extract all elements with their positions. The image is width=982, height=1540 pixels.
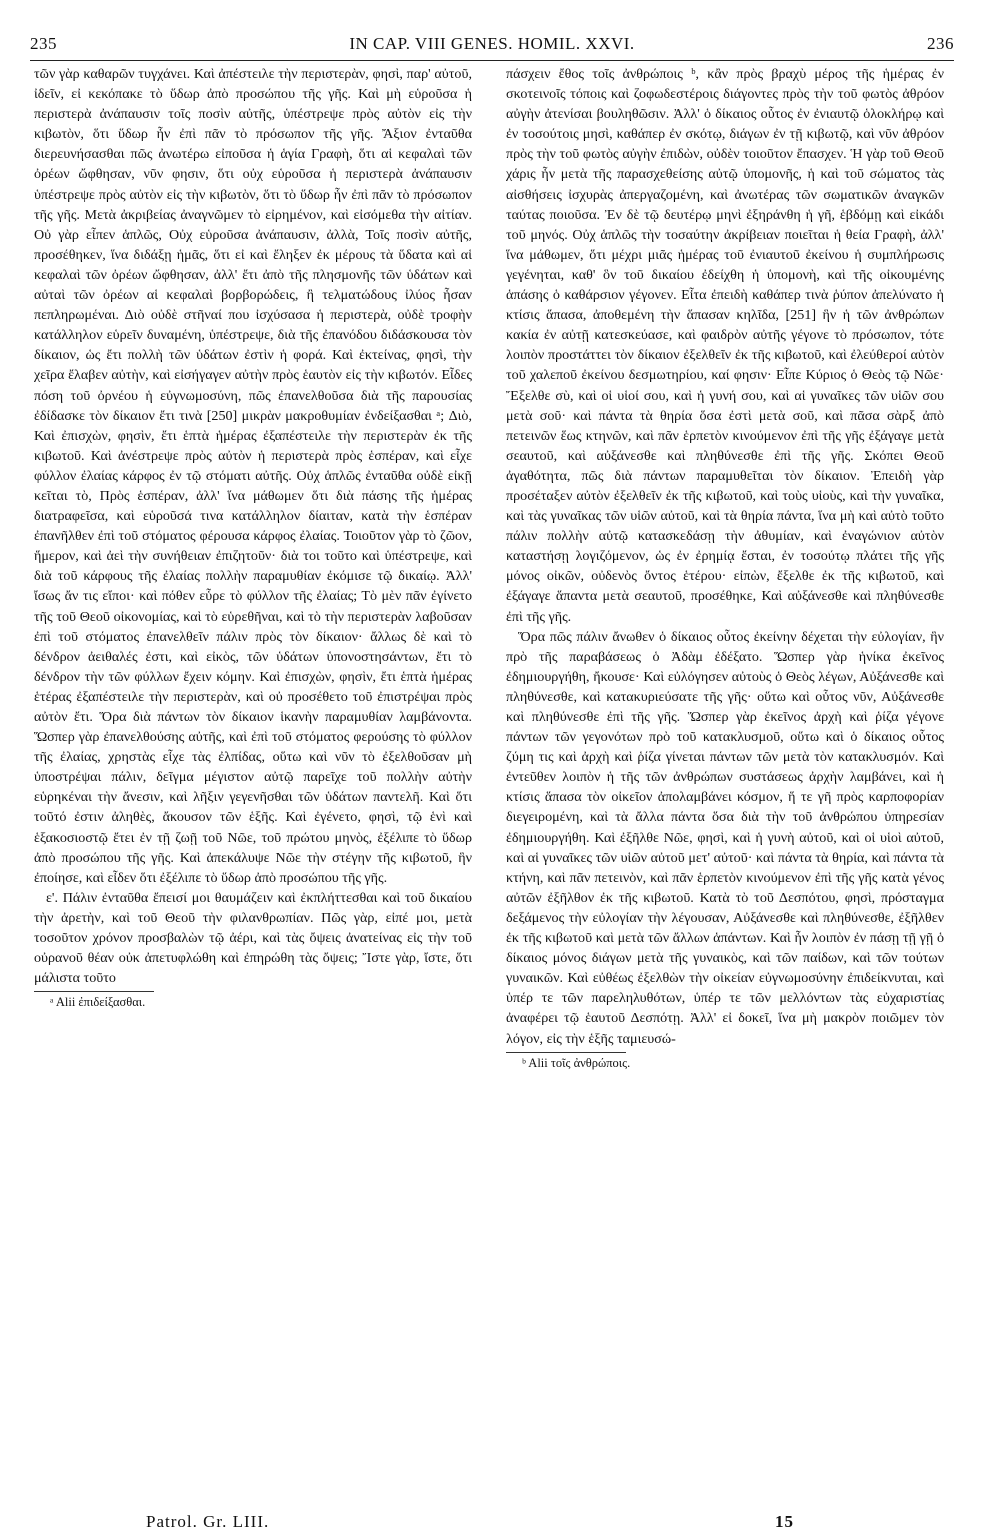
paragraph: τῶν γὰρ καθαρῶν τυγχάνει. Καὶ ἀπέστειλε τὴν περιστερὰν, φησὶ, παρ' αὐτοῦ, ἰδεῖν, εἰ κεκόπακε τὸ ὕδωρ ἀπὸ προσώπου τῆς γῆς. Καὶ μὴ εὑροῦσα ἡ περιστερὰ ἀνάπαυσιν τοῖς ποσὶν αὐτῆς, ὑπέστρεψε πρὸς αὐτὸν εἰς τὴν κιβωτὸν, ὅτι ὕδωρ ἦν ἐπὶ πᾶν τὸ πρόσωπον τῆς γῆς. Ἄξιον ἐνταῦθα διερευνήσασθαι πῶς ἀνωτέρω εἰποῦσα ἡ ἁγία Γραφὴ, ὅτι αἱ κεφαλαὶ τῶν ὀρέων ὤφθησαν, νῦν φησιν, ὅτι οὐχ εὑροῦσα ἡ περιστερὰ ἀνάπαυσιν ὑπέστρεψε πρὸς αὐτὸν εἰς τὴν κιβωτὸν, ὅτι τὸ ὕδωρ ἦν ἐπὶ πᾶν τὸ πρόσωπον τῆς γῆς. Μετὰ ἀκριβείας ἀναγνῶμεν τὸ εἰρημένον, καὶ εἰσόμεθα τὴν αἰτίαν. Οὐ γὰρ εἶπεν ἁπλῶς, Οὐχ εὑροῦσα ἀνάπαυσιν, ἀλλὰ, Τοῖς ποσὶν αὐτῆς, προσέθηκεν, ἵνα διδάξῃ ἡμᾶς, ὅτι εἰ καὶ ἔληξεν ἐκ μέρους τὰ ὕδατα καὶ αἱ κεφαλαὶ τῶν ὀρέων ὤφθησαν, ἀλλ' ἔτι ἀπὸ τῆς πλησμονῆς τῶν ὑδάτων καὶ αὐταὶ τῶν ὀρέων αἱ κεφαλαὶ βορβορώδεις, ἢ τελματώδους ἰλύος ἦσαν πεπληρωμέναι. Διὸ οὐδὲ στῆναί που ἰσχύσασα ἡ περιστερὰ, οὐδὲ τροφὴν κατάλληλον εὑρεῖν δυναμένη, ὑπέστρεψε, διὰ τῆς ἐπανόδου διδάσκουσα τὸν δίκαιον, ὡς ἔτι πολλὴ τῶν ὑδάτων ἐστὶν ἡ φορά. Καὶ ἐκτείνας, φησὶ, τὴν χεῖρα ἔλαβεν αὐτὴν, καὶ εἰσήγαγεν αὐτὴν πρὸς ἑαυτὸν εἰς τὴν κιβωτόν. Εἶδες πόση τοῦ ὀρνέου ἡ εὐγνωμοσύνη, πῶς ἐπανελθοῦσα διὰ τῆς παρουσίας ἐδίδασκε τὸν δίκαιον ἔτι τινὰ [250] μικρὰν μακροθυμίαν ἐνδείξασθαι ᵃ; Διὸ, Καὶ ἐπισχὼν, φησὶν, ἔτι ἑπτὰ ἡμέρας ἐξαπέστειλε τὴν περιστερὰν ἐκ τῆς κιβωτοῦ. Καὶ ἀνέστρεψε πρὸς αὐτὸν ἡ περιστερὰ πρὸς ἑσπέραν, καὶ εἶχε φύλλον ἐλαίας κάρφος ἐν τῷ στόματι αὐτῆς. Οὐχ ἁπλῶς ἐνταῦθα οὐδὲ εἰκῇ κεῖται τὸ, Πρὸς ἑσπέραν, ἀλλ' ἵνα μάθωμεν ὅτι διὰ πάσης τῆς ἡμέρας διατραφεῖσα, καὶ εὑροῦσά τινα κατάλληλον δίαιταν, κατὰ τὴν ἑσπέραν ἐπανῆλθεν ἐπὶ τοῦ στόματος φέρουσα κάρφος ἐλαίας. Τοιοῦτον γὰρ τὸ ζῶον, ἥμερον, καὶ ἀεὶ τὴν συνήθειαν ἐπιζητοῦν· διὰ τοι τοῦτο καὶ ὑπέστρεψε, καὶ διὰ τοῦ κάρφους τῆς ἐλαίας πολλὴν παραμυθίαν ἐκόμισε τῷ δικαίῳ. Ἀλλ' ἴσως ἄν τις εἴποι· καὶ πόθεν εὗρε τὸ φύλλον τῆς ἐλαίας; Τὸ μὲν πᾶν ἐγίνετο τῆς τοῦ Θεοῦ οἰκονομίας, καὶ τὸ εὑρεθῆναι, καὶ τὸ τὴν περιστερὰν λαβοῦσαν ἐπὶ τοῦ στόματος ἐπανελθεῖν πάλιν πρὸς τὸν δίκαιον· ἄλλως δὲ καὶ τὸ δένδρον ἀειθαλές ἐστι, καὶ εἰκὸς, τῶν ὑδάτων ὑπονοστησάντων, ἔτι τὸ δένδρον τὴν τῶν φύλλων ἔχειν κόμην. Καὶ ἐπισχὼν, φησὶν, ἔτι ἑπτὰ ἡμέρας ἑτέρας ἐξαπέστειλε τὴν περιστερὰν, καὶ οὐ προσέθετο τοῦ ἐπιστρέψαι πρὸς αὐτὸν ἔτι. Ὅρα διὰ πάντων τὸν δίκαιον ἱκανὴν παραμυθίαν λαμβάνοντα. Ὥσπερ γὰρ ἐπανελθούσης αὐτῆς, καὶ ἐπὶ τοῦ στόματος φερούσης τὸ φύλλον τῆς ἐλαίας, χρηστὰς εἶχε τὰς ἐλπίδας, οὕτω καὶ νῦν τὸ ἐξελθοῦσαν μὴ ὑποστρέψαι πάλιν, δεῖγμα μέγιστον αὐτῷ παρεῖχε τοῦ πολλὴν αὐτὴν εὑρηκέναι τὴν ἄνεσιν, καὶ λῆξιν γεγενῆσθαι τῶν ὑδάτων παντελῆ. Καὶ ὅτι τοῦτό ἐστιν ἀληθὲς, ἄκουσον τῶν ἑξῆς. Καὶ ἐγένετο, φησὶ, τῷ ἑνὶ καὶ ἑξακοσιοστῷ ἔτει ἐν τῇ ζωῇ τοῦ Νῶε, τοῦ πρώτου μηνὸς, ἐξέλιπε τὸ ὕδωρ ἀπὸ προσώπου τῆς γῆς. Καὶ ἀπεκάλυψε Νῶε τὴν στέγην τῆς κιβωτοῦ, ἣν ἐποίησε, καὶ εἶδεν ὅτι ἐξέλιπε τὸ ὕδωρ ἀπὸ προσώπου τῆς γῆς. (34, 66, 472, 886)
footer-source: Patrol. Gr. LIII. (146, 1512, 270, 1531)
footnote: ᵇ Alii τοῖς ἀνθρώποις. (522, 1055, 631, 1070)
left-column (34, 64, 472, 1504)
paragraph: Ὅρα πῶς πάλιν ἄνωθεν ὁ δίκαιος οὗτος ἐκείνην δέχεται τὴν εὐλογίαν, ἣν πρὸ τῆς παραβάσεως ὁ Ἀδὰμ ἐδέξατο. Ὥσπερ γὰρ ἡνίκα ἐκεῖνος ἐδημιουργήθη, ἤκουσε· Καὶ εὐλόγησεν αὐτοὺς ὁ Θεὸς λέγων, Αὐξάνεσθε καὶ πληθύνεσθε, καὶ κατακυριεύσατε τῆς γῆς· οὕτω καὶ οὗτος νῦν, Αὐξάνεσθε καὶ πληθύνεσθε ἐπὶ τῆς γῆς. Ὥσπερ γὰρ ἐκεῖνος ἀρχὴ καὶ ῥίζα γέγονε πάντων τῶν γεγονότων πρὸ τοῦ κατακλυσμοῦ, οὕτω καὶ ὁ δίκαιος οὗτος ζύμη τις καὶ ἀρχὴ καὶ ῥίζα γίνεται πάντων τῶν μετὰ τὸν κατακλυσμόν. Καὶ ἐντεῦθεν λοιπὸν ἡ τῆς τῶν ἀνθρώπων συστάσεως ἀρχὴν λαμβάνει, καὶ ἡ κτίσις ἅπασα τὸν οἰκεῖον ἀπολαμβάνει κόσμον, ἥ τε γῆ πρὸς καρποφορίαν διεγειρομένη, καὶ τὰ ἄλλα πάντα ὅσα διὰ τὴν τοῦ ἀνθρώπου ὑπηρεσίαν ἐδημιουργήθη. Καὶ ἐξῆλθε Νῶε, φησὶ, καὶ ἡ γυνὴ αὐτοῦ, καὶ οἱ υἱοὶ αὐτοῦ, καὶ αἱ γυναῖκες τῶν υἱῶν αὐτοῦ μετ' αὐτοῦ· καὶ πάντα τὰ θηρία, καὶ πάντα τὰ κτήνη, καὶ πᾶν πετεινὸν, καὶ πᾶν ἑρπετὸν κινούμενον ἐπὶ τῆς γῆς κατὰ γένος αὐτῶν ἐξῆλθον ἐκ τῆς κιβωτοῦ. Κατὰ τὸ τοῦ Δεσπότου, φησὶ, πρόσταγμα δεξάμενος τὴν εὐλογίαν τὴν λέγουσαν, Αὐξάνεσθε καὶ πληθύνεσθε, ἐξῆλθεν ἐκ τῆς κιβωτοῦ καὶ μετὰ τῶν ἄλλων ἁπάντων. Καὶ ἦν λοιπὸν ἐν πάσῃ τῇ γῇ ὁ δίκαιος μόνος διάγων μετὰ τῆς γυναικὸς, καὶ τῶν παίδων, καὶ τῶν τούτων γυναικῶν. Καὶ εὐθέως ἐξελθὼν τὴν οἰκείαν εὐγνωμοσύνην ἐπιδείκνυται, καὶ ὑπέρ τε τῶν παρεληλυθότων, ὑπέρ τε τῶν μελλόντων τὰς εὐχαριστίας ἀναφέρει τῷ ἑαυτοῦ Δεσπότῃ. Ἀλλ' εἰ δοκεῖ, ἵνα μὴ μακρὸν ποιῶμεν τὸν λόγον, εἰς τὴν ἑξῆς ταμιευσώ- (506, 628, 944, 1047)
footnote-rule (506, 1052, 626, 1053)
paragraph: πάσχειν ἔθος τοῖς ἀνθρώποις ᵇ, κἂν πρὸς βραχὺ μέρος τῆς ἡμέρας ἐν σκοτεινοῖς τόποις καὶ ζοφωδεστέροις διάγοντες πρὸς τὴν τοῦ φωτὸς ἀθρόον αὐγὴν ἀτενίσαι βουληθῶσιν. Ἀλλ' ὁ δίκαιος οὗτος ἐν ἐνιαυτῷ ὁλοκλήρῳ καὶ ἐν τοσούτοις μησὶ, καθάπερ ἐν σκότῳ, διάγων ἐν τῇ κιβωτῷ, καὶ νῦν ἀθρόον πρὸς τὴν τοῦ φωτὸς αὐγὴν ἐπιδὼν, οὐδὲν τοιοῦτον ἔπασχεν. Ἡ γὰρ τοῦ Θεοῦ χάρις ἦν μετὰ τῆς παρασχεθείσης αὐτῷ ὑπομονῆς, ἡ καὶ τοῦ σώματος τὰς αἰσθήσεις ἰσχυρὰς ἀπεργαζομένη, καὶ ἀνωτέρας τῶν σωματικῶν ἀναγκῶν ταύτας ποιοῦσα. Ἐν δὲ τῷ δευτέρῳ μηνὶ ἐξηράνθη ἡ γῆ, ἑβδόμῃ καὶ εἰκάδι τοῦ μηνός. Οὐχ ἁπλῶς τὴν τοσαύτην ἀκρίβειαν ποιεῖται ἡ θεία Γραφὴ, ἀλλ' ἵνα μάθωμεν, ὅτι μέχρι μιᾶς ἡμέρας τοῦ ἐνιαυτοῦ ἐκείνου ἡ συμπλήρωσις γεγένηται, καθ' ὃν τοῦ δικαίου ἐδείχθη ἡ ὑπομονὴ, καὶ τῆς οἰκουμένης ἁπάσης ὁ καθάρσιον γέγονεν. Εἶτα ἐπειδὴ καθάπερ τινὰ ῥύπον ἀπελύνατο ἡ κτίσις ἅπασα, ἀποθεμένη τὴν ἅπασαν κηλῖδα, [251] ἣν ἡ τῶν ἀνθρώπων κακία ἐν αὐτῇ κατεσκεύασε, καὶ φαιδρὸν αὐτῆς γέγονε τὸ πρόσωπον, τότε λοιπὸν προστάττει τὸν δίκαιον ἐξελθεῖν ἐκ τῆς κιβωτοῦ, καὶ ἐλεύθεροί αὐτὸν τοῦ χαλεποῦ ἐκείνου δεσμωτηρίου, καί φησιν· Εἶπε Κύριος ὁ Θεὸς τῷ Νῶε· Ἔξελθε σὺ, καὶ οἱ υἱοί σου, καὶ ἡ γυνή σου, καὶ αἱ γυναῖκες τῶν υἱῶν σου μετὰ σοῦ· καὶ πάντα τὰ θηρία ὅσα ἐστὶ μετὰ σοῦ, καὶ πᾶσα σὰρξ ἀπὸ πετεινῶν ἕως κτηνῶν, καὶ πᾶν ἑρπετὸν κινούμενον ἐπὶ τῆς γῆς ἐξάγαγε μετὰ σεαυτοῦ, καὶ αὐξάνεσθε καὶ πληθύνεσθε ἐπὶ τῆς γῆς. Σκόπει Θεοῦ ἀγαθότητα, πῶς διὰ πάντων παραμυθεῖται τὸν δίκαιον. Ἐπειδὴ γὰρ προσέταξεν αὐτὸν ἐξελθεῖν ἐκ τῆς κιβωτοῦ, καὶ τοὺς υἱοὺς, καὶ τὴν γυναῖκα, καὶ τὰς γυναῖκας τῶν υἱῶν αὐτοῦ, καὶ τὰ θηρία πάντα, ἵνα μὴ καὶ αὐτὸ τοῦτο πάλιν πολλὴν αὐτῷ κατασκεδάσῃ τὴν ἀθυμίαν, καὶ ἐναγώνιον αὐτὸν καταστήσῃ λογιζόμενον, ὡς ἐν ἐρημίᾳ ἔσται, ἐν τοσούτῳ πλάτει τῆς γῆς μόνος οἰκῶν, οὐδενὸς ὄντος ἑτέρου· εἰπὼν, ἔξελθε ἐκ τῆς κιβωτοῦ, καὶ ἐξάγαγε ἅπαντα μετὰ σεαυτοῦ, προσέθηκε, Καὶ αὐξάνεσθε καὶ πληθύνεσθε ἐπὶ τῆς γῆς. (506, 66, 944, 625)
page-number-left: 235 (30, 34, 57, 53)
page-header (30, 34, 954, 58)
running-title: IN CAP. VIII GENES. HOMIL. XXVI. (349, 34, 635, 53)
header-rule (30, 60, 954, 61)
footnote: ᵃ Alii ἐπιδείξασθαι. (50, 995, 146, 1010)
footnote-rule (34, 991, 154, 992)
right-column (506, 64, 944, 1504)
paragraph: ε'. Πάλιν ἐνταῦθα ἔπεισί μοι θαυμάζειν καὶ ἐκπλήττεσθαι καὶ τοῦ δικαίου τὴν ἀρετὴν, καὶ τοῦ Θεοῦ τὴν φιλανθρωπίαν. Πῶς γὰρ, εἰπέ μοι, μετὰ τοσοῦτον χρόνον προσβαλὼν τῷ ἀέρι, καὶ τὰς ὄψεις ἀνατείνας εἰς τὴν τοῦ οὐρανοῦ θέαν οὐκ ἀπετυφλώθη καὶ ἐπηρώθη τὰς ὄψεις; Ἴστε γὰρ, ἴστε, ὅτι μάλιστα τοῦτο (34, 889, 472, 987)
signature-mark: 15 (775, 1512, 794, 1531)
page-number-right: 236 (927, 34, 954, 53)
